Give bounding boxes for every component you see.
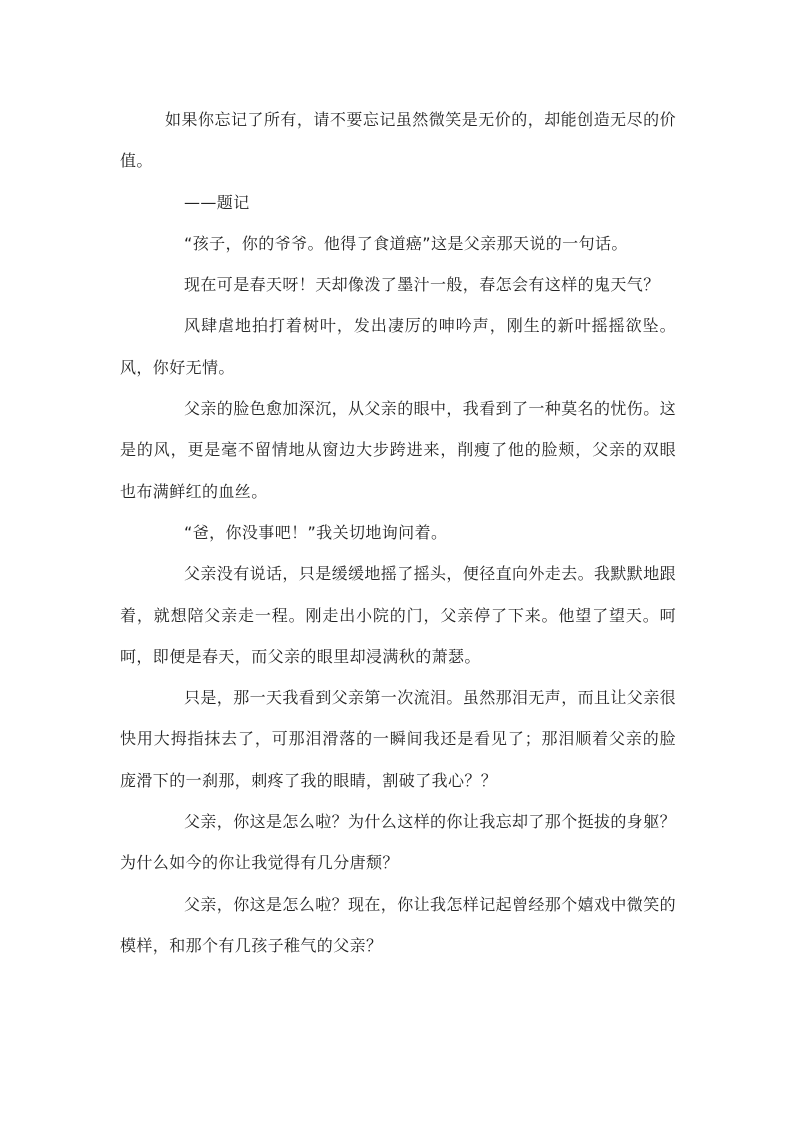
paragraph: 父亲没有说话，只是缓缓地摇了摇头，便径直向外走去。我默默地跟着，就想陪父亲走一程。刚走出小院的门，父亲停了下来。他望了望天。呵呵，即便是春天，而父亲的眼里却浸满秋的萧瑟。 <box>120 564 677 666</box>
paragraph: 只是，那一天我看到父亲第一次流泪。虽然那泪无声，而且让父亲很快用大拇指抹去了，可那泪滑落的一瞬间我还是看见了；那泪顺着父亲的脸庞滑下的一刹那，刺疼了我的眼睛，割破了我心？？ <box>120 688 677 790</box>
opening-paragraph: 如果你忘记了所有，请不要忘记虽然微笑是无价的，却能创造无尽的价值。 <box>120 110 676 171</box>
paragraph: “爸，你没事吧！”我关切地询问着。 <box>184 522 448 542</box>
paragraph: 父亲，你这是怎么啦？为什么这样的你让我忘却了那个挺拔的身躯？为什么如今的你让我觉得有几分唐颓？ <box>120 812 677 873</box>
essay-body <box>120 99 676 966</box>
paragraph: 父亲，你这是怎么啦？现在，你让我怎样记起曾经那个嬉戏中微笑的模样，和那个有几孩子稚气的父亲？ <box>120 894 677 955</box>
inscription-line: ——题记 <box>184 192 250 212</box>
paragraph: 父亲的脸色愈加深沉，从父亲的眼中，我看到了一种莫名的忧伤。这是的风，更是毫不留情地从窗边大步跨进来，削瘦了他的脸颊，父亲的双眼也布满鲜红的血丝。 <box>120 399 677 501</box>
paragraph: 现在可是春天呀！天却像泼了墨汁一般，春怎会有这样的鬼天气？ <box>184 275 660 295</box>
paragraph: “孩子，你的爷爷。他得了食道癌”这是父亲那天说的一句话。 <box>184 233 628 253</box>
paragraph: 风肆虐地拍打着树叶，发出凄厉的呻吟声，刚生的新叶摇摇欲坠。风，你好无情。 <box>120 316 676 377</box>
